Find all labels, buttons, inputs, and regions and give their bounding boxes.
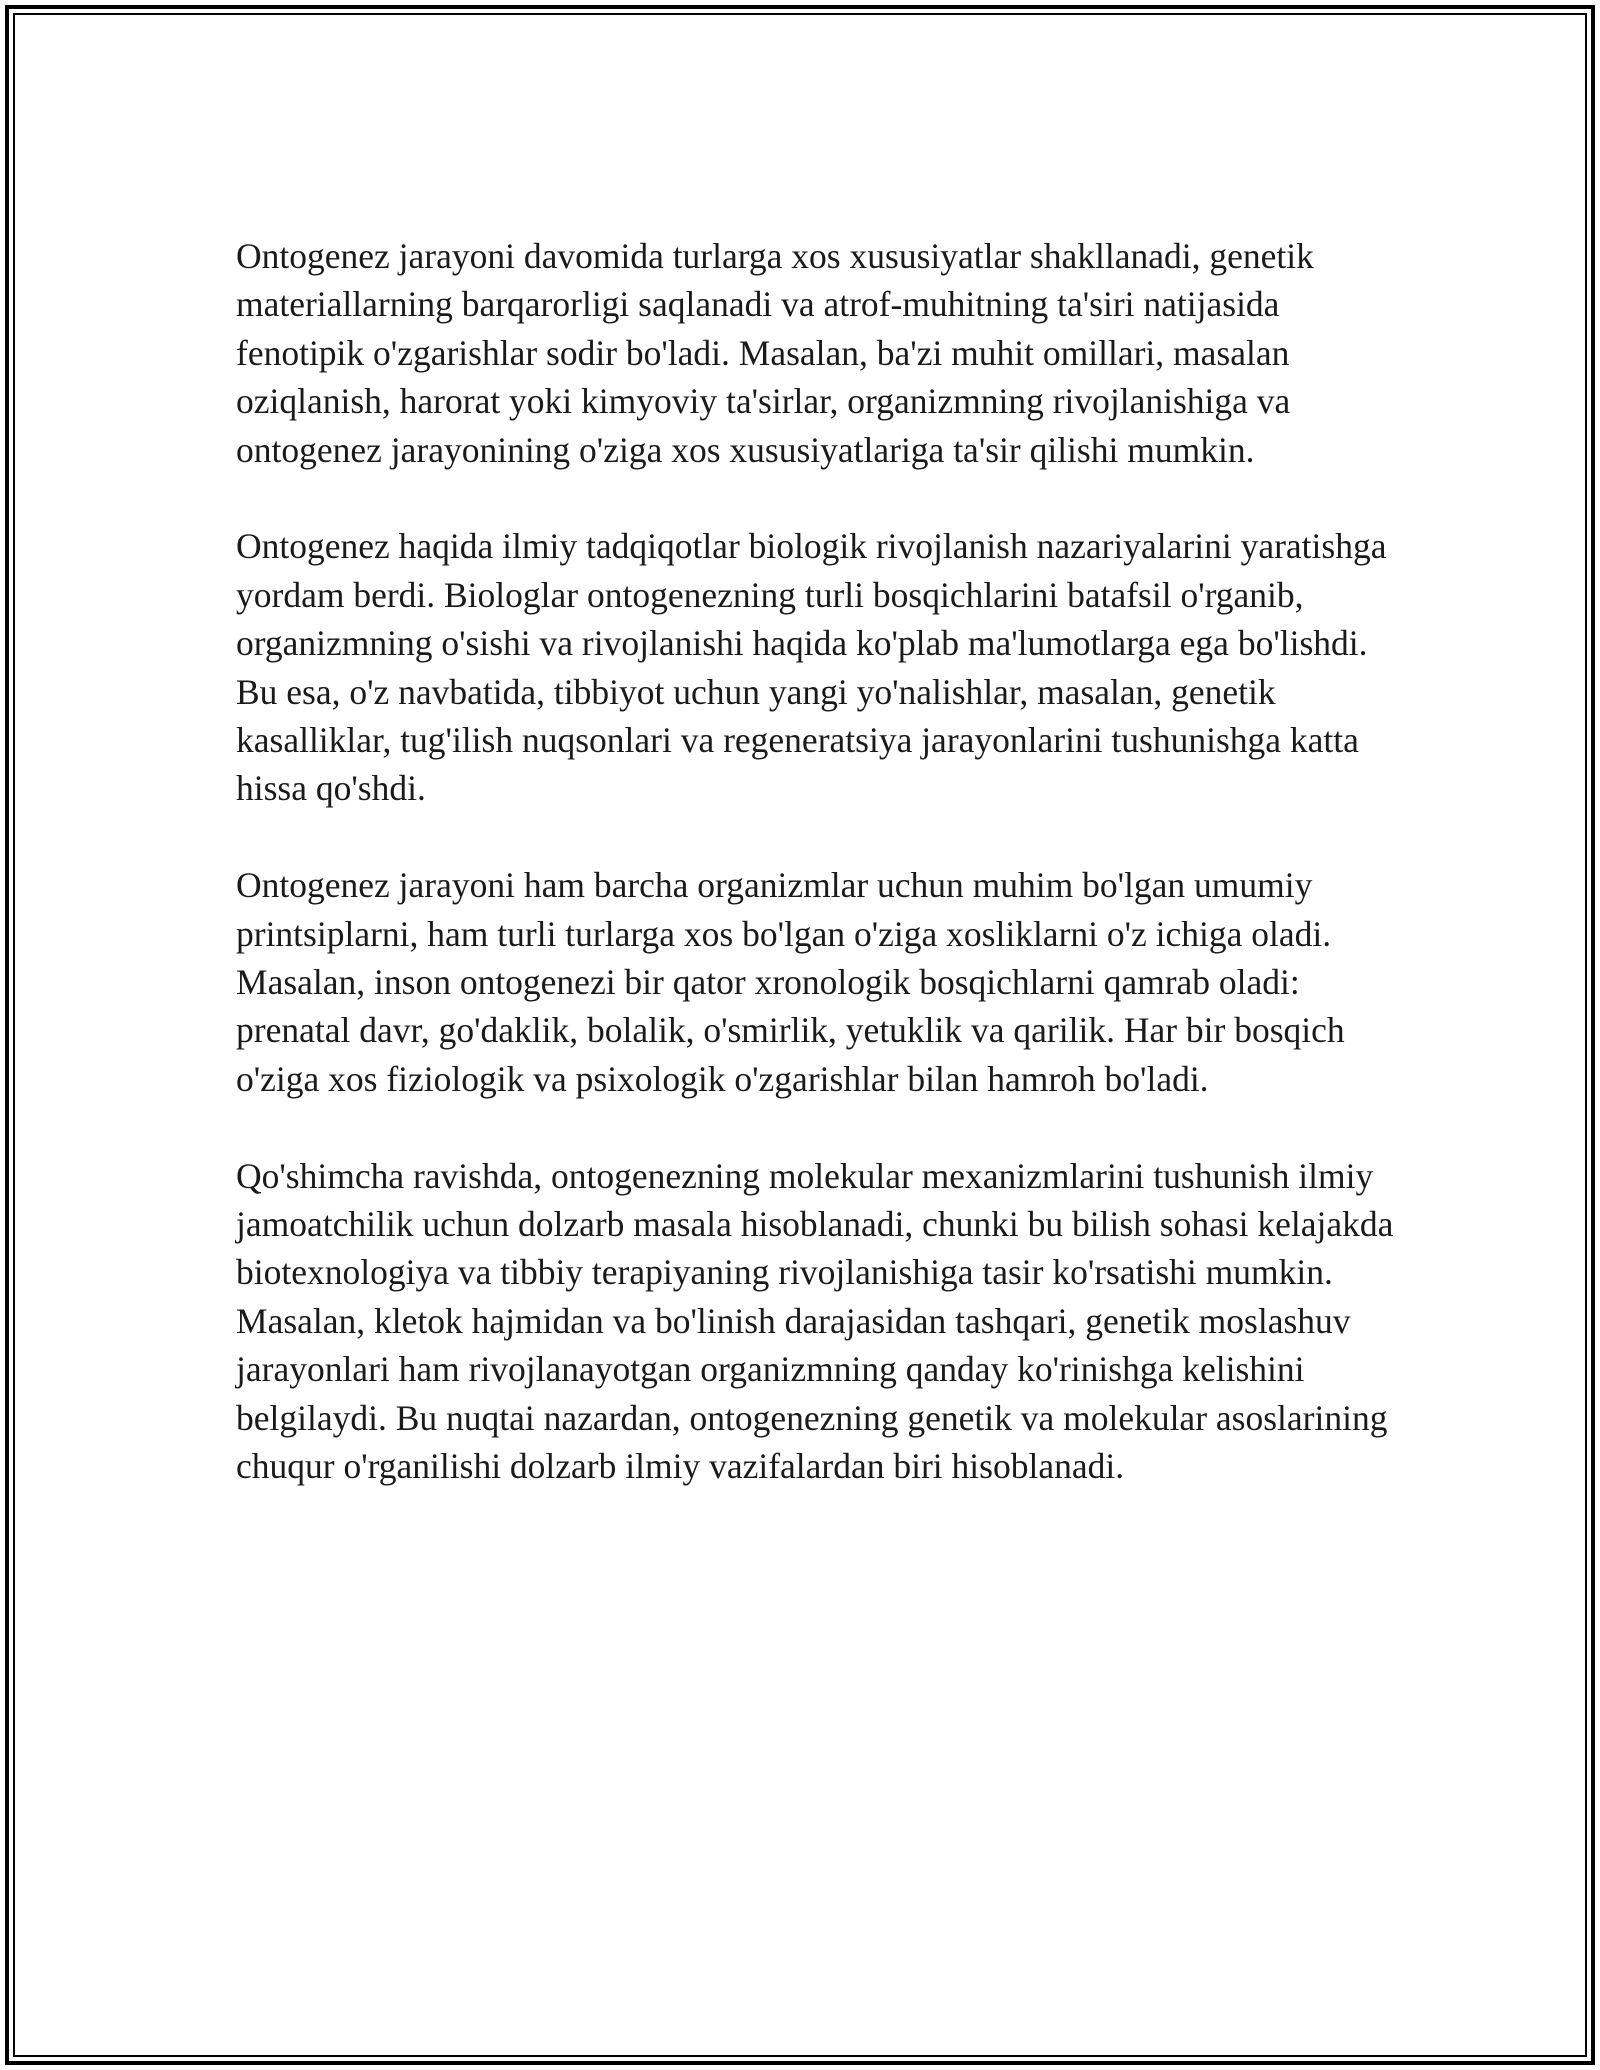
paragraph-2: Ontogenez haqida ilmiy tadqiqotlar biologik rivojlanish nazariyalarini yaratishga yordam berdi. Biologlar ontogenezning turli bosqichlarini batafsil o'rganib, organizmning o'sishi va rivojlanishi haqida ko'plab ma'lumotlarga ega bo'lishdi. Bu esa, o'z navbatida, tibbiyot uchun yangi yo'nalishlar, masalan, genetik kasalliklar, tug'ilish nuqsonlari va regeneratsiya jarayonlarini tushunishga katta hissa qo'shdi. (236, 526, 1387, 809)
paragraph-4: Qo'shimcha ravishda, ontogenezning molekular mexanizmlarini tushunish ilmiy jamoatchilik uchun dolzarb masala hisoblanadi, chunki bu bilish sohasi kelajakda biotexnologiya va tibbiy terapiyaning rivojlanishiga tasir ko'rsatishi mumkin. Masalan, kletok hajmidan va bo'linish darajasidan tashqari, genetik moslashuv jarayonlari ham rivojlanayotgan organizmning qanday ko'rinishga kelishini belgilaydi. Bu nuqtai nazardan, ontogenezning genetik va molekular asoslarining chuqur o'rganilishi dolzarb ilmiy vazifalardan biri hisoblanadi. (236, 1155, 1394, 1487)
paragraph-3: Ontogenez jarayoni ham barcha organizmlar uchun muhim bo'lgan umumiy printsiplarni, ham turli turlarga xos bo'lgan o'ziga xosliklarni o'z ichiga oladi. Masalan, inson ontogenezi bir qator xronologik bosqichlarni qamrab oladi: prenatal davr, go'daklik, bolalik, o'smirlik, yetuklik va qarilik. Har bir bosqich o'ziga xos fiziologik va psixologik o'zgarishlar bilan hamroh bo'ladi. (236, 865, 1345, 1099)
paragraph-1: Ontogenez jarayoni davomida turlarga xos xususiyatlar shakllanadi, genetik materiallarning barqarorligi saqlanadi va atrof-muhitning ta'siri natijasida fenotipik o'zgarishlar sodir bo'ladi. Masalan, ba'zi muhit omillari, masalan oziqlanish, harorat yoki kimyoviy ta'sirlar, organizmning rivojlanishiga va ontogenez jarayonining o'ziga xos xususiyatlariga ta'sir qilishi mumkin. (236, 236, 1314, 470)
document-body (236, 232, 1396, 1491)
